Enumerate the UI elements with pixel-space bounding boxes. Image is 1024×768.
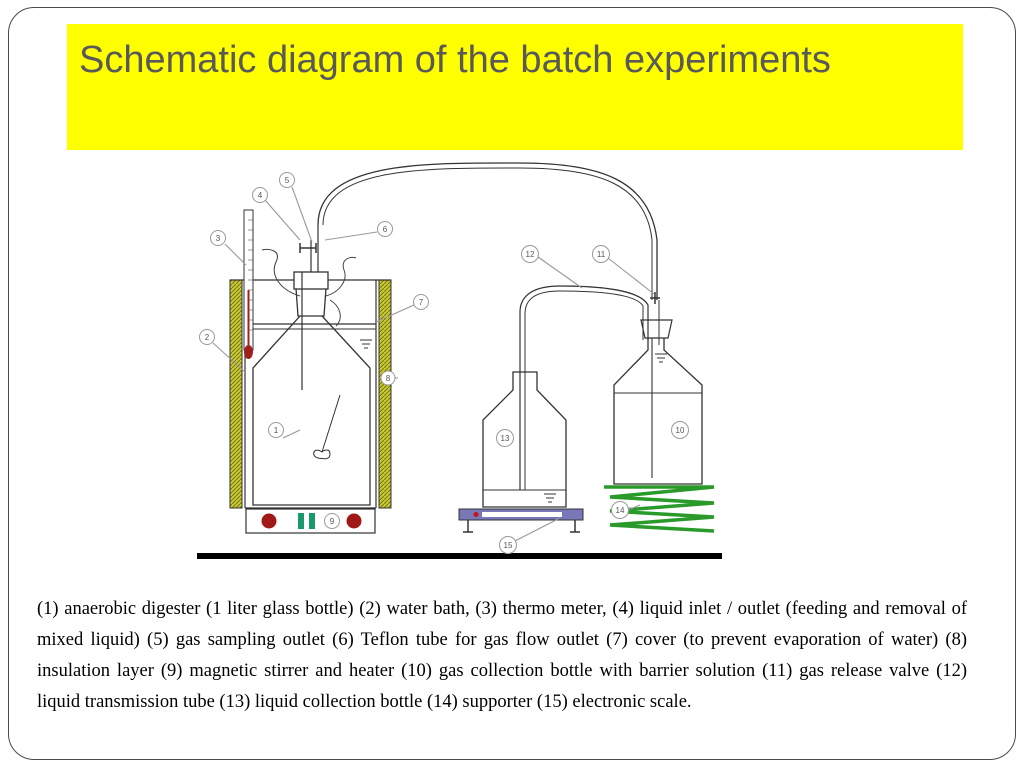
collection-bottle-level-mark	[544, 494, 556, 502]
callout-9	[325, 514, 340, 529]
callout-3-label: 3	[215, 234, 221, 243]
gas-bottle-stopper	[641, 320, 672, 338]
insulation-right	[379, 280, 391, 508]
leader-lines	[213, 187, 654, 542]
diagram-caption: (1) anaerobic digester (1 liter glass bottle) (2) water bath, (3) thermo meter, (4) liquid inlet / outlet (feeding and removal of mixed liquid) (5) gas sampling outlet (6) Teflon tube for gas flow outlet (7) cover (to prevent evaporation of water) (8) insulation layer (9) magnetic stirrer and heater (10) gas collection bottle with barrier solution (11) gas release valve (12) liquid transmission tube (13) liquid collection bottle (14) supporter (15) electronic scale.	[37, 599, 967, 712]
stirrer-button-1	[298, 513, 304, 529]
scale-power-light	[474, 512, 479, 517]
callout-6-label: 6	[382, 225, 388, 234]
slide-title: Schematic diagram of the batch experiments	[79, 39, 831, 81]
stirrer-shaft	[322, 395, 340, 452]
probe-wire-mid	[330, 300, 340, 326]
callout-14-label: 14	[615, 506, 625, 515]
callout-10	[672, 422, 689, 439]
callout-13-label: 13	[500, 434, 510, 443]
callout-3	[211, 231, 226, 246]
callout-9-label: 9	[329, 517, 335, 526]
callout-8-label: 8	[385, 374, 391, 383]
stirrer-blade	[314, 450, 330, 459]
callout-14	[612, 502, 629, 519]
ground-line	[197, 553, 722, 559]
callout-6	[378, 222, 393, 237]
callout-5-label: 5	[284, 176, 290, 185]
stirrer-knob-left	[262, 514, 277, 529]
callout-11-label: 11	[596, 250, 606, 259]
callout-11	[593, 246, 610, 263]
callout-2-label: 2	[204, 333, 210, 342]
stirrer-knob-right	[347, 514, 362, 529]
water-level-mark	[360, 340, 372, 348]
callout-1	[269, 423, 284, 438]
liquid-inlet-valve	[300, 243, 316, 253]
scale-feet	[463, 520, 580, 532]
callout-7	[414, 295, 429, 310]
liquid-transmission-tube	[520, 286, 648, 490]
scale-display	[482, 512, 562, 517]
digester-bottle	[253, 300, 370, 505]
callout-1-label: 1	[273, 426, 279, 435]
liquid-transmission-tube-inner	[525, 291, 643, 490]
callout-10-label: 10	[675, 426, 685, 435]
callout-8	[381, 371, 395, 385]
probe-wire-right	[326, 257, 356, 296]
callout-12	[522, 246, 539, 263]
callout-12-label: 12	[525, 250, 535, 259]
callout-7-label: 7	[418, 298, 424, 307]
callout-13	[497, 430, 514, 447]
stopper-cap	[294, 272, 328, 289]
callout-15	[500, 537, 517, 554]
digester-stopper	[296, 288, 326, 316]
callout-5	[280, 173, 295, 188]
callout-2	[200, 330, 215, 345]
callout-15-label: 15	[503, 541, 513, 550]
stirrer-button-2	[309, 513, 315, 529]
insulation-left	[230, 280, 242, 508]
thermometer-bulb	[244, 345, 253, 359]
callout-4-label: 4	[257, 191, 263, 200]
callout-4	[253, 188, 268, 203]
gas-bottle-level-mark	[655, 354, 667, 362]
